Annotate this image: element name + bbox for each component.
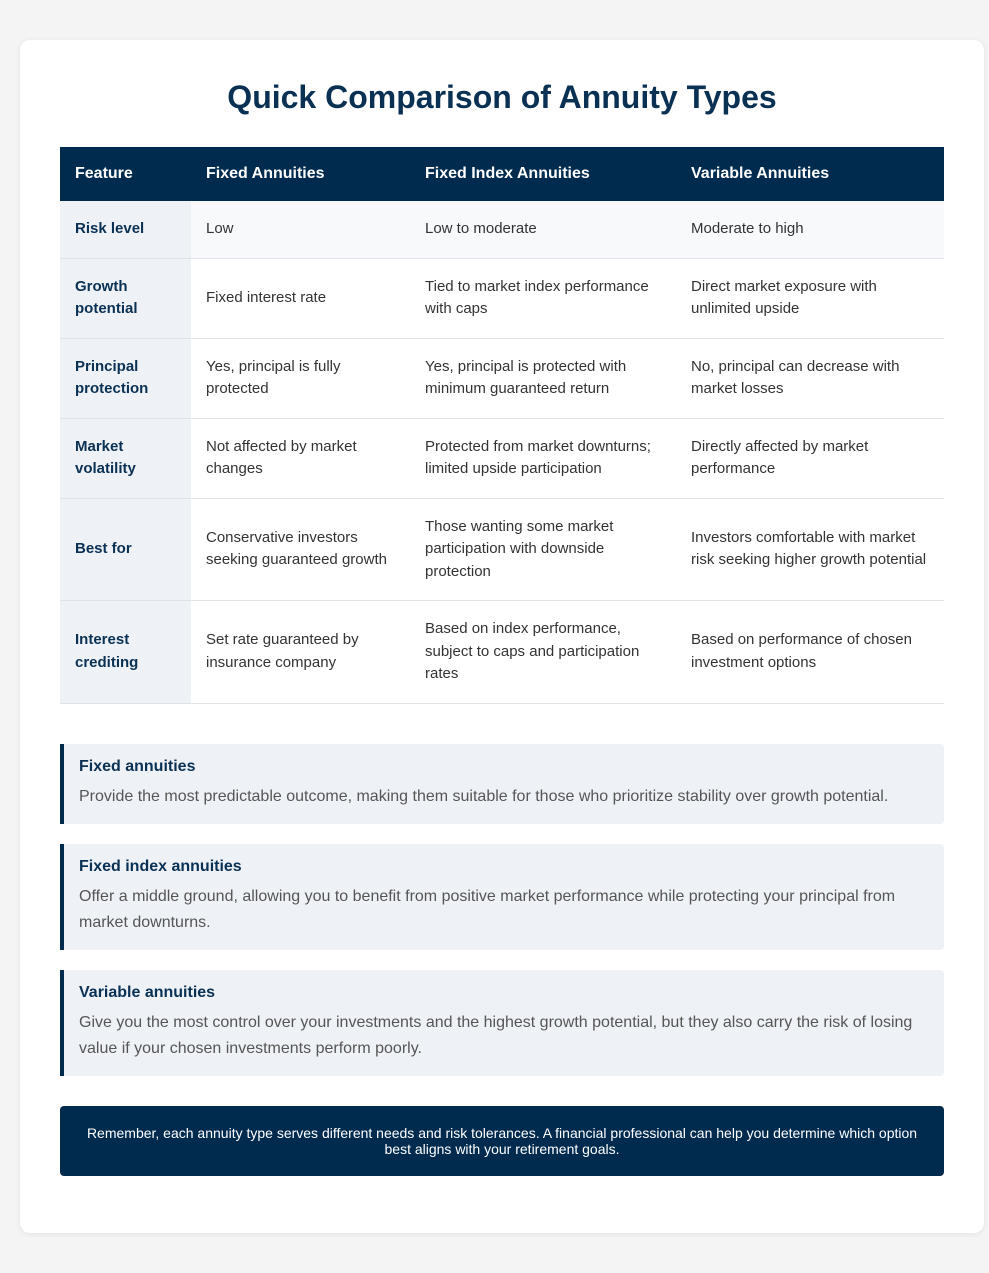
note-text: Offer a middle ground, allowing you to benefit from positive market performance while protecting your principal from market downturns. xyxy=(79,887,896,931)
cell-variable: No, principal can decrease with market losses xyxy=(676,338,944,418)
cell-fixed-index: Based on index performance, subject to caps and participation rates xyxy=(410,601,676,704)
note-text: Provide the most predictable outcome, making them suitable for those who prioritize stability over growth potential. xyxy=(79,787,889,805)
note-variable-annuities xyxy=(60,970,944,1076)
table-row xyxy=(60,338,944,418)
footer-banner: Remember, each annuity type serves different needs and risk tolerances. A financial professional can help you determine which option best aligns with your retirement goals. xyxy=(60,1106,944,1176)
cell-variable: Direct market exposure with unlimited upside xyxy=(676,258,944,338)
cell-variable: Investors comfortable with market risk seeking higher growth potential xyxy=(676,498,944,601)
note-title: Fixed annuities xyxy=(79,757,196,775)
note-title: Fixed index annuities xyxy=(79,857,242,875)
row-feature: Interest crediting xyxy=(60,601,191,704)
cell-fixed-index: Those wanting some market participation with downside protection xyxy=(410,498,676,601)
content-card xyxy=(20,40,984,1233)
cell-fixed-index: Protected from market downturns; limited upside participation xyxy=(410,418,676,498)
table-row xyxy=(60,258,944,338)
note-text: Give you the most control over your investments and the highest growth potential, but they also carry the risk of losing value if your chosen investments perform poorly. xyxy=(79,1013,913,1057)
cell-fixed-index: Tied to market index performance with caps xyxy=(410,258,676,338)
table-header-row xyxy=(60,147,944,201)
note-title: Variable annuities xyxy=(79,983,216,1001)
cell-fixed: Fixed interest rate xyxy=(191,258,410,338)
note-fixed-annuities xyxy=(60,744,944,824)
table-row xyxy=(60,201,944,258)
column-header-fixed: Fixed Annuities xyxy=(191,147,410,201)
cell-fixed: Yes, principal is fully protected xyxy=(191,338,410,418)
row-feature: Principal protection xyxy=(60,338,191,418)
cell-fixed: Set rate guaranteed by insurance company xyxy=(191,601,410,704)
cell-fixed: Low xyxy=(191,201,410,258)
note-fixed-index-annuities xyxy=(60,844,944,950)
table-row xyxy=(60,498,944,601)
cell-fixed-index: Low to moderate xyxy=(410,201,676,258)
column-header-fixed-index: Fixed Index Annuities xyxy=(410,147,676,201)
notes-section xyxy=(60,744,944,1076)
cell-variable: Based on performance of chosen investment options xyxy=(676,601,944,704)
cell-fixed: Not affected by market changes xyxy=(191,418,410,498)
table-row xyxy=(60,601,944,704)
cell-variable: Moderate to high xyxy=(676,201,944,258)
comparison-table xyxy=(60,147,944,704)
row-feature: Risk level xyxy=(60,201,191,258)
page-title: Quick Comparison of Annuity Types xyxy=(227,79,777,115)
row-feature: Best for xyxy=(60,498,191,601)
table-row xyxy=(60,418,944,498)
row-feature: Market volatility xyxy=(60,418,191,498)
column-header-feature: Feature xyxy=(60,147,191,201)
cell-variable: Directly affected by market performance xyxy=(676,418,944,498)
row-feature: Growth potential xyxy=(60,258,191,338)
column-header-variable: Variable Annuities xyxy=(676,147,944,201)
cell-fixed: Conservative investors seeking guaranteed growth xyxy=(191,498,410,601)
cell-fixed-index: Yes, principal is protected with minimum guaranteed return xyxy=(410,338,676,418)
